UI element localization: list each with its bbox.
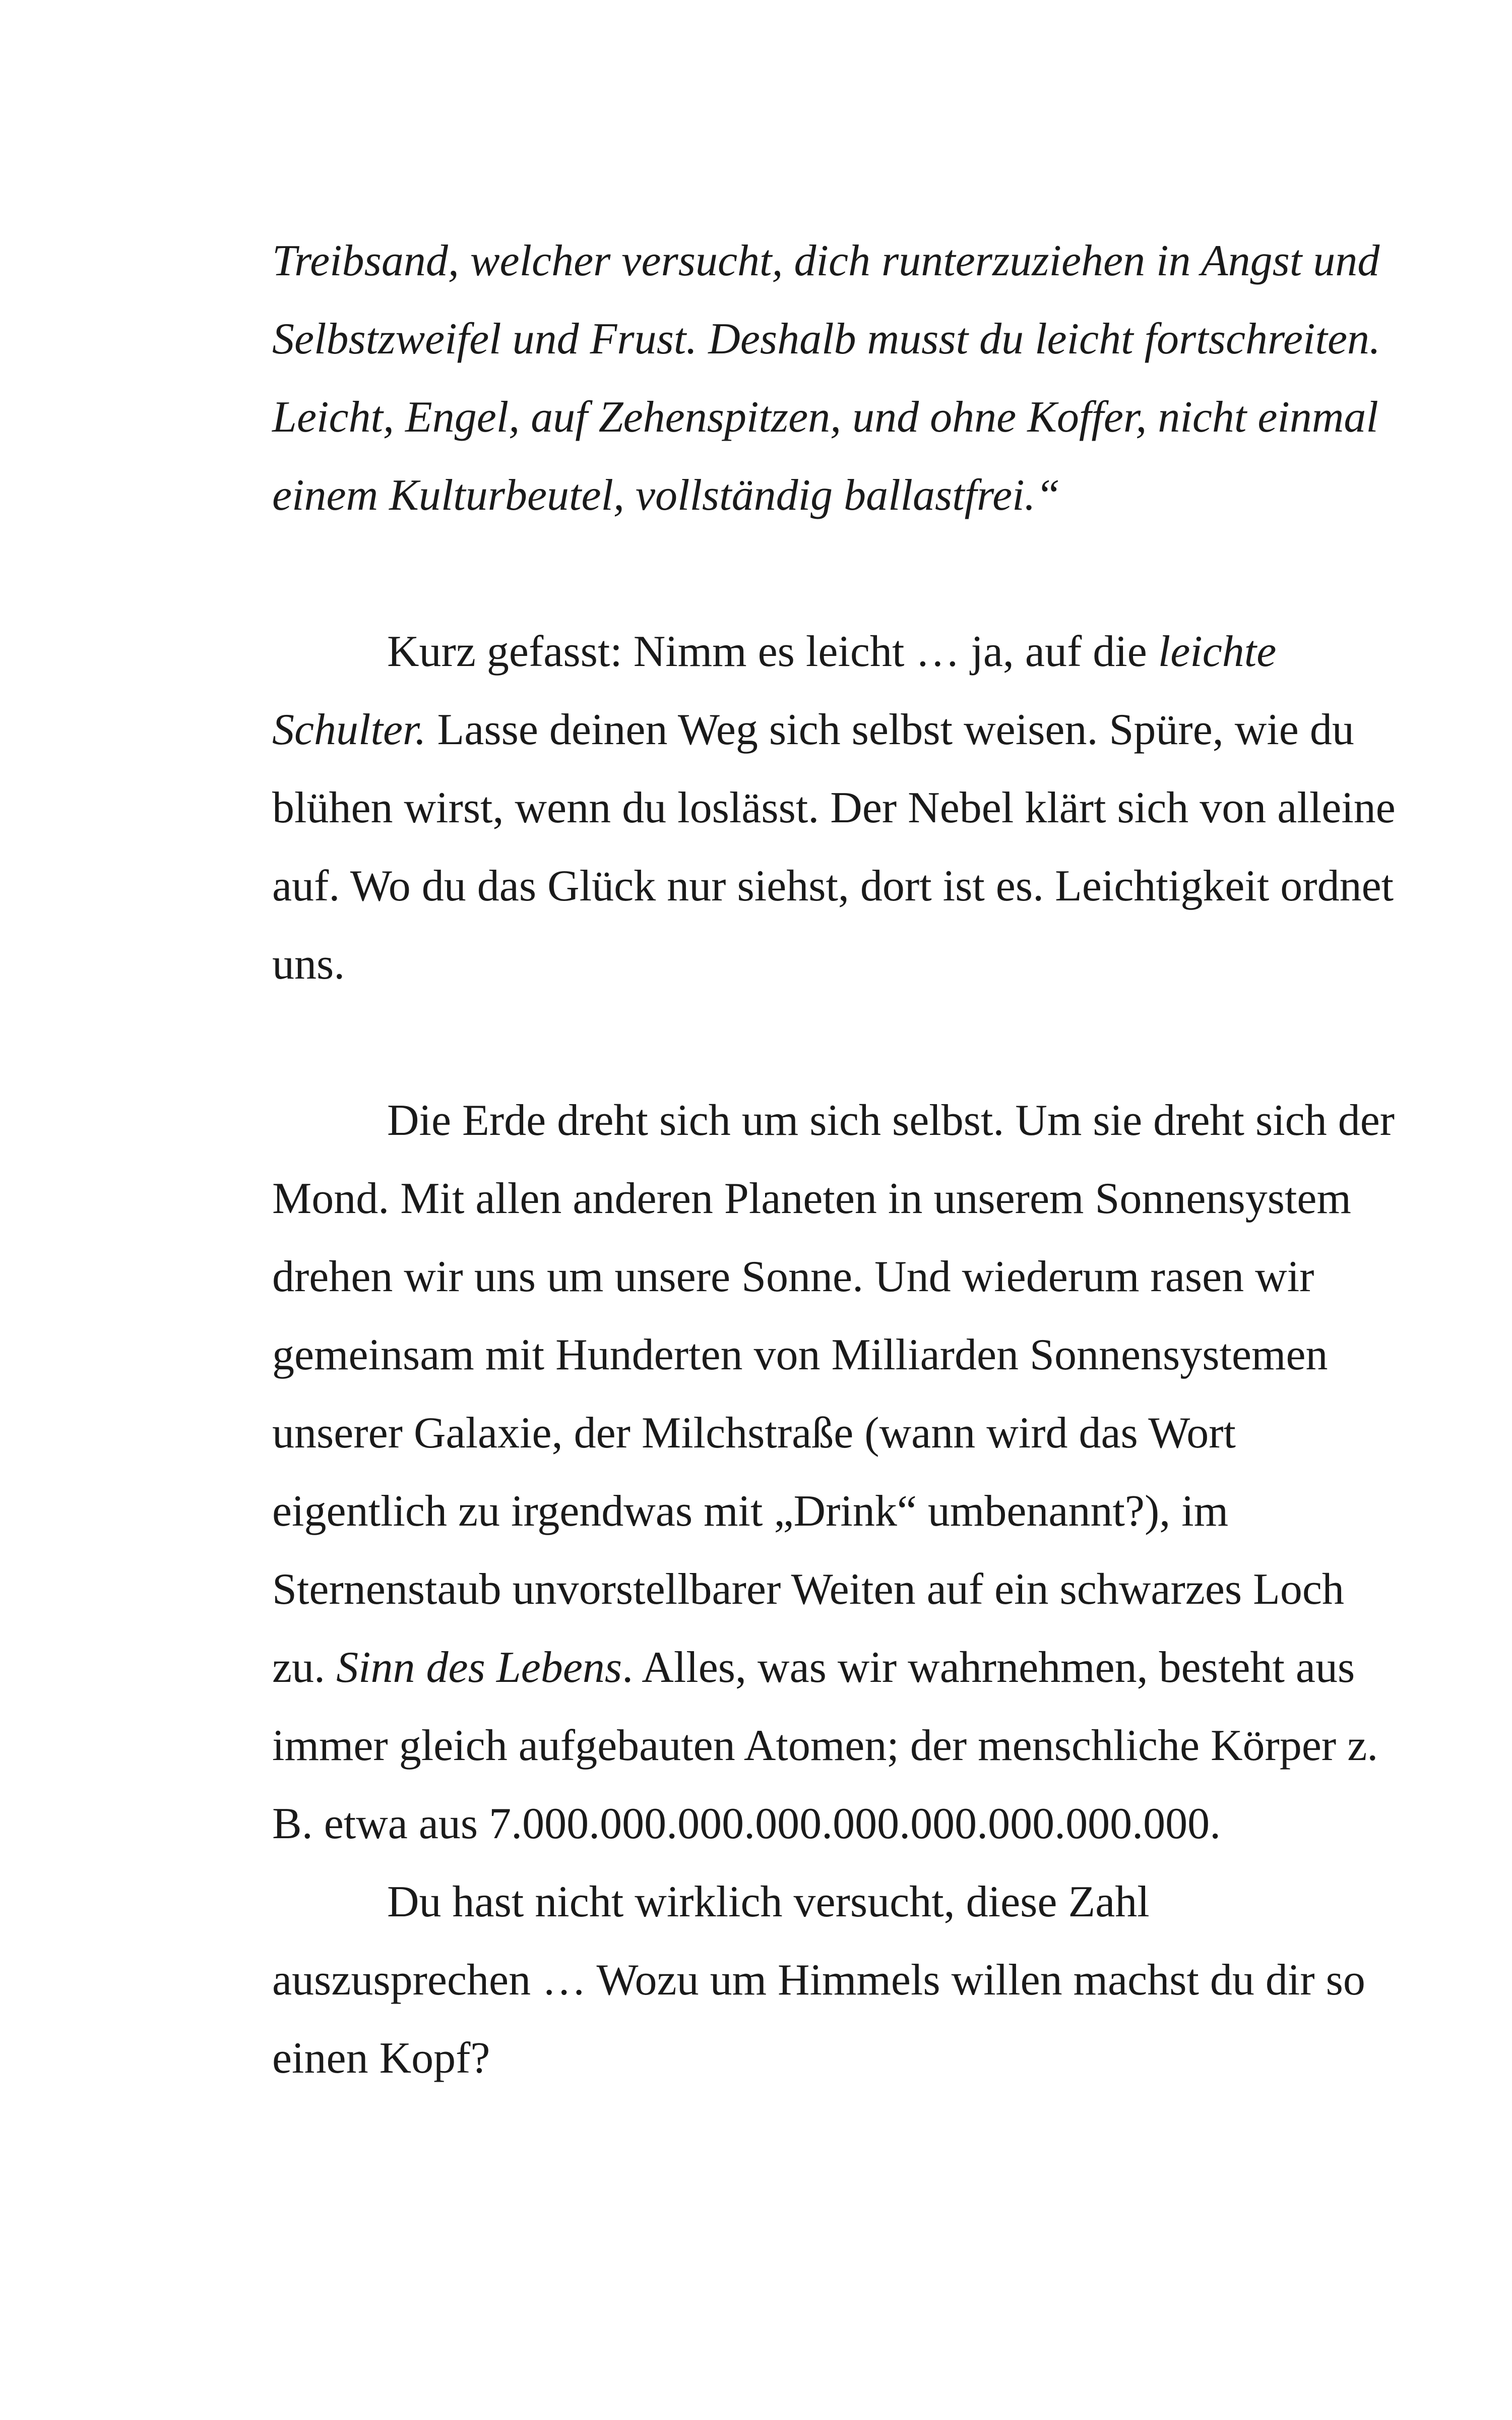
paragraph-text: Die Erde dreht sich um sich selbst. Um sie dreht sich der Mond. Mit allen anderen Planeten in unserem Sonnensystem drehen wir uns um unsere Sonne. Und wiederum rasen wir gemeinsam mit Hunderten von Milliarden Sonnensystemen unserer Galaxie, der Milchstraße (wann wird das Wort eigentlich zu irgendwas mit „Drink“ umbenannt?), im Sternenstaub unvorstellbarer Weiten auf ein schwarzes Loch zu. <box>272 1096 1395 1692</box>
paragraph-text: Kurz gefasst: Nimm es leicht … ja, auf die <box>387 627 1158 676</box>
quote-paragraph <box>272 222 1401 534</box>
paragraph-text: Lasse deinen Weg sich selbst weisen. Spüre, wie du blühen wirst, wenn du loslässt. Der Nebel klärt sich von alleine auf. Wo du das Glück nur siehst, dort ist es. Leichtigkeit ordnet uns. <box>272 705 1396 989</box>
emphasis-text: Sinn des Lebens <box>336 1643 622 1692</box>
quote-text: Treibsand, welcher versucht, dich runterzuziehen in Angst und Selbstzweifel und Frust. Deshalb musst du leicht fortschreiten. Leicht, Engel, auf Zehenspitzen, und ohne Koffer, nicht einmal einem Kulturbeutel, vollständig ballastfrei.“ <box>272 236 1381 520</box>
paragraph-erde <box>272 1081 1401 1863</box>
paragraph-zahl <box>272 1863 1401 2097</box>
paragraph-text: Du hast nicht wirklich versucht, diese Zahl auszusprechen … Wozu um Himmels willen machst du dir so einen Kopf? <box>272 1878 1365 2083</box>
page-body <box>272 222 1401 2097</box>
paragraph-text: . Alles, was wir wahrnehmen, besteht aus immer gleich aufgebauten Atomen; der menschliche Körper z. B. etwa aus 7.000.000.000.000.000.000.000.000.000. <box>272 1643 1378 1848</box>
emphasis-text: leichte Schulter. <box>272 627 1277 754</box>
paragraph-kurz-gefasst <box>272 613 1401 1003</box>
